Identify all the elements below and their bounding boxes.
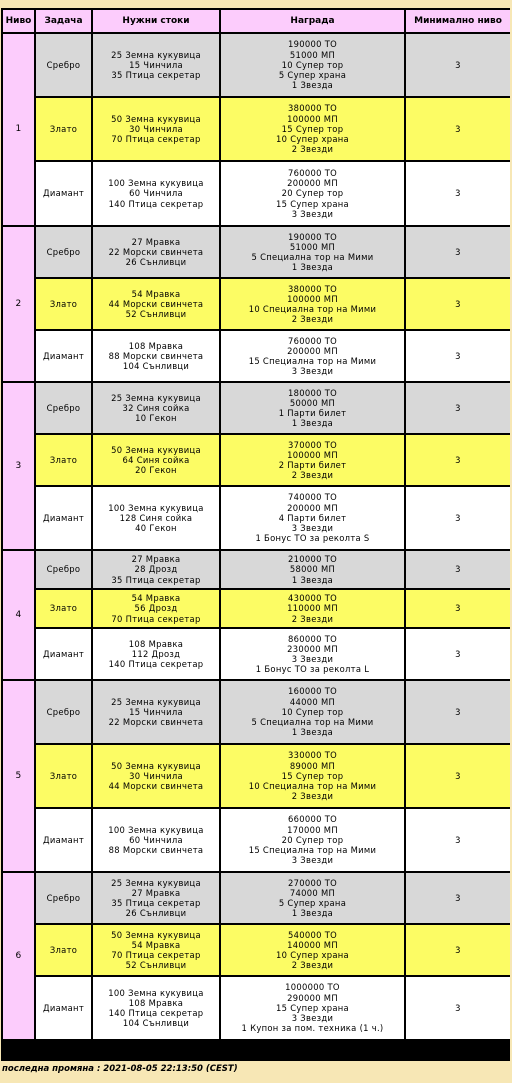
reward-cell: 1000000 ТО 290000 МП 15 Супер храна 3 Звезди 1 Купон за пом. техника (1 ч.) [221,977,404,1039]
table-row [3,227,510,277]
table-row [3,681,510,743]
min-level-cell: 3 [406,745,510,807]
quest-table [1,8,512,1041]
reward-cell: 190000 ТО 51000 МП 10 Супер тор 5 Супер храна 1 Звезда [221,34,404,96]
goods-cell: 27 Мравка 28 Дрозд 35 Птица секретар [93,551,219,588]
goods-cell: 108 Мравка 112 Дрозд 140 Птица секретар [93,629,219,679]
task-cell: Диамант [36,809,91,871]
goods-cell: 50 Земна кукувица 64 Синя сойка 20 Гекон [93,435,219,485]
reward-cell: 160000 ТО 44000 МП 10 Супер тор 5 Специална тор на Мими 1 Звезда [221,681,404,743]
task-cell: Сребро [36,34,91,96]
goods-cell: 27 Мравка 22 Морски свинчета 26 Сънливци [93,227,219,277]
quest-table-body [3,34,510,1039]
table-row [3,383,510,433]
table-row [3,487,510,549]
goods-cell: 100 Земна кукувица 108 Мравка 140 Птица секретар 104 Сънливци [93,977,219,1039]
min-level-cell: 3 [406,809,510,871]
goods-cell: 50 Земна кукувица 30 Чинчила 70 Птица секретар [93,98,219,160]
quest-table-frame [1,8,510,1061]
goods-cell: 54 Мравка 56 Дрозд 70 Птица секретар [93,590,219,627]
reward-cell: 190000 ТО 51000 МП 5 Специална тор на Мими 1 Звезда [221,227,404,277]
reward-cell: 860000 ТО 230000 МП 3 Звезди 1 Бонус ТО за реколта L [221,629,404,679]
level-cell: 4 [3,551,34,679]
table-row [3,977,510,1039]
min-level-cell: 3 [406,487,510,549]
task-cell: Злато [36,925,91,975]
min-level-cell: 3 [406,383,510,433]
task-cell: Сребро [36,227,91,277]
table-header-row [3,10,510,32]
goods-cell: 100 Земна кукувица 60 Чинчила 88 Морски свинчета [93,809,219,871]
table-row [3,435,510,485]
min-level-cell: 3 [406,977,510,1039]
min-level-cell: 3 [406,551,510,588]
task-cell: Злато [36,98,91,160]
goods-cell: 25 Земна кукувица 15 Чинчила 22 Морски свинчета [93,681,219,743]
task-cell: Диамант [36,629,91,679]
goods-cell: 50 Земна кукувица 54 Мравка 70 Птица секретар 52 Сънливци [93,925,219,975]
task-cell: Сребро [36,681,91,743]
min-level-cell: 3 [406,227,510,277]
table-row [3,279,510,329]
min-level-cell: 3 [406,162,510,225]
reward-cell: 180000 ТО 50000 МП 1 Парти билет 1 Звезда [221,383,404,433]
reward-cell: 740000 ТО 200000 МП 4 Парти билет 3 Звезди 1 Бонус ТО за реколта S [221,487,404,549]
goods-cell: 100 Земна кукувица 60 Чинчила 140 Птица секретар [93,162,219,225]
min-level-cell: 3 [406,435,510,485]
task-cell: Диамант [36,162,91,225]
task-cell: Злато [36,745,91,807]
table-row [3,629,510,679]
task-cell: Диамант [36,977,91,1039]
min-level-cell: 3 [406,629,510,679]
task-cell: Злато [36,435,91,485]
table-row [3,590,510,627]
table-row [3,34,510,96]
reward-cell: 430000 ТО 110000 МП 2 Звезди [221,590,404,627]
level-cell: 5 [3,681,34,871]
min-level-cell: 3 [406,925,510,975]
goods-cell: 50 Земна кукувица 30 Чинчила 44 Морски свинчета [93,745,219,807]
level-cell: 3 [3,383,34,549]
min-level-cell: 3 [406,590,510,627]
table-row [3,551,510,588]
task-cell: Сребро [36,551,91,588]
table-row [3,331,510,381]
reward-cell: 660000 ТО 170000 МП 20 Супер тор 15 Специална тор на Мими 3 Звезди [221,809,404,871]
goods-cell: 25 Земна кукувица 32 Синя сойка 10 Гекон [93,383,219,433]
table-row [3,809,510,871]
table-row [3,162,510,225]
table-row [3,925,510,975]
header-level: Ниво [3,10,34,32]
level-cell: 2 [3,227,34,381]
goods-cell: 108 Мравка 88 Морски свинчета 104 Сънливци [93,331,219,381]
reward-cell: 760000 ТО 200000 МП 20 Супер тор 15 Супер храна 3 Звезди [221,162,404,225]
reward-cell: 210000 ТО 58000 МП 1 Звезда [221,551,404,588]
header-min-level: Минимално ниво [406,10,510,32]
header-task: Задача [36,10,91,32]
min-level-cell: 3 [406,98,510,160]
task-cell: Сребро [36,383,91,433]
task-cell: Диамант [36,487,91,549]
header-goods: Нужни стоки [93,10,219,32]
reward-cell: 270000 ТО 74000 МП 5 Супер храна 1 Звезда [221,873,404,923]
reward-cell: 540000 ТО 140000 МП 10 Супер храна 2 Звезди [221,925,404,975]
table-row [3,873,510,923]
reward-cell: 380000 ТО 100000 МП 15 Супер тор 10 Супер храна 2 Звезди [221,98,404,160]
reward-cell: 370000 ТО 100000 МП 2 Парти билет 2 Звезди [221,435,404,485]
task-cell: Диамант [36,331,91,381]
reward-cell: 760000 ТО 200000 МП 15 Специална тор на Мими 3 Звезди [221,331,404,381]
reward-cell: 330000 ТО 89000 МП 15 Супер тор 10 Специална тор на Мими 2 Звезди [221,745,404,807]
reward-cell: 380000 ТО 100000 МП 10 Специална тор на Мими 2 Звезди [221,279,404,329]
goods-cell: 100 Земна кукувица 128 Синя сойка 40 Гекон [93,487,219,549]
min-level-cell: 3 [406,279,510,329]
last-modified-note: последна промяна : 2021-08-05 22:13:50 (CEST) [2,1064,238,1074]
goods-cell: 25 Земна кукувица 27 Мравка 35 Птица секретар 26 Сънливци [93,873,219,923]
task-cell: Злато [36,590,91,627]
table-row [3,98,510,160]
table-row [3,745,510,807]
task-cell: Злато [36,279,91,329]
goods-cell: 25 Земна кукувица 15 Чинчила 35 Птица секретар [93,34,219,96]
min-level-cell: 3 [406,681,510,743]
min-level-cell: 3 [406,873,510,923]
level-cell: 1 [3,34,34,225]
task-cell: Сребро [36,873,91,923]
header-reward: Награда [221,10,404,32]
level-cell: 6 [3,873,34,1039]
goods-cell: 54 Мравка 44 Морски свинчета 52 Сънливци [93,279,219,329]
min-level-cell: 3 [406,34,510,96]
min-level-cell: 3 [406,331,510,381]
